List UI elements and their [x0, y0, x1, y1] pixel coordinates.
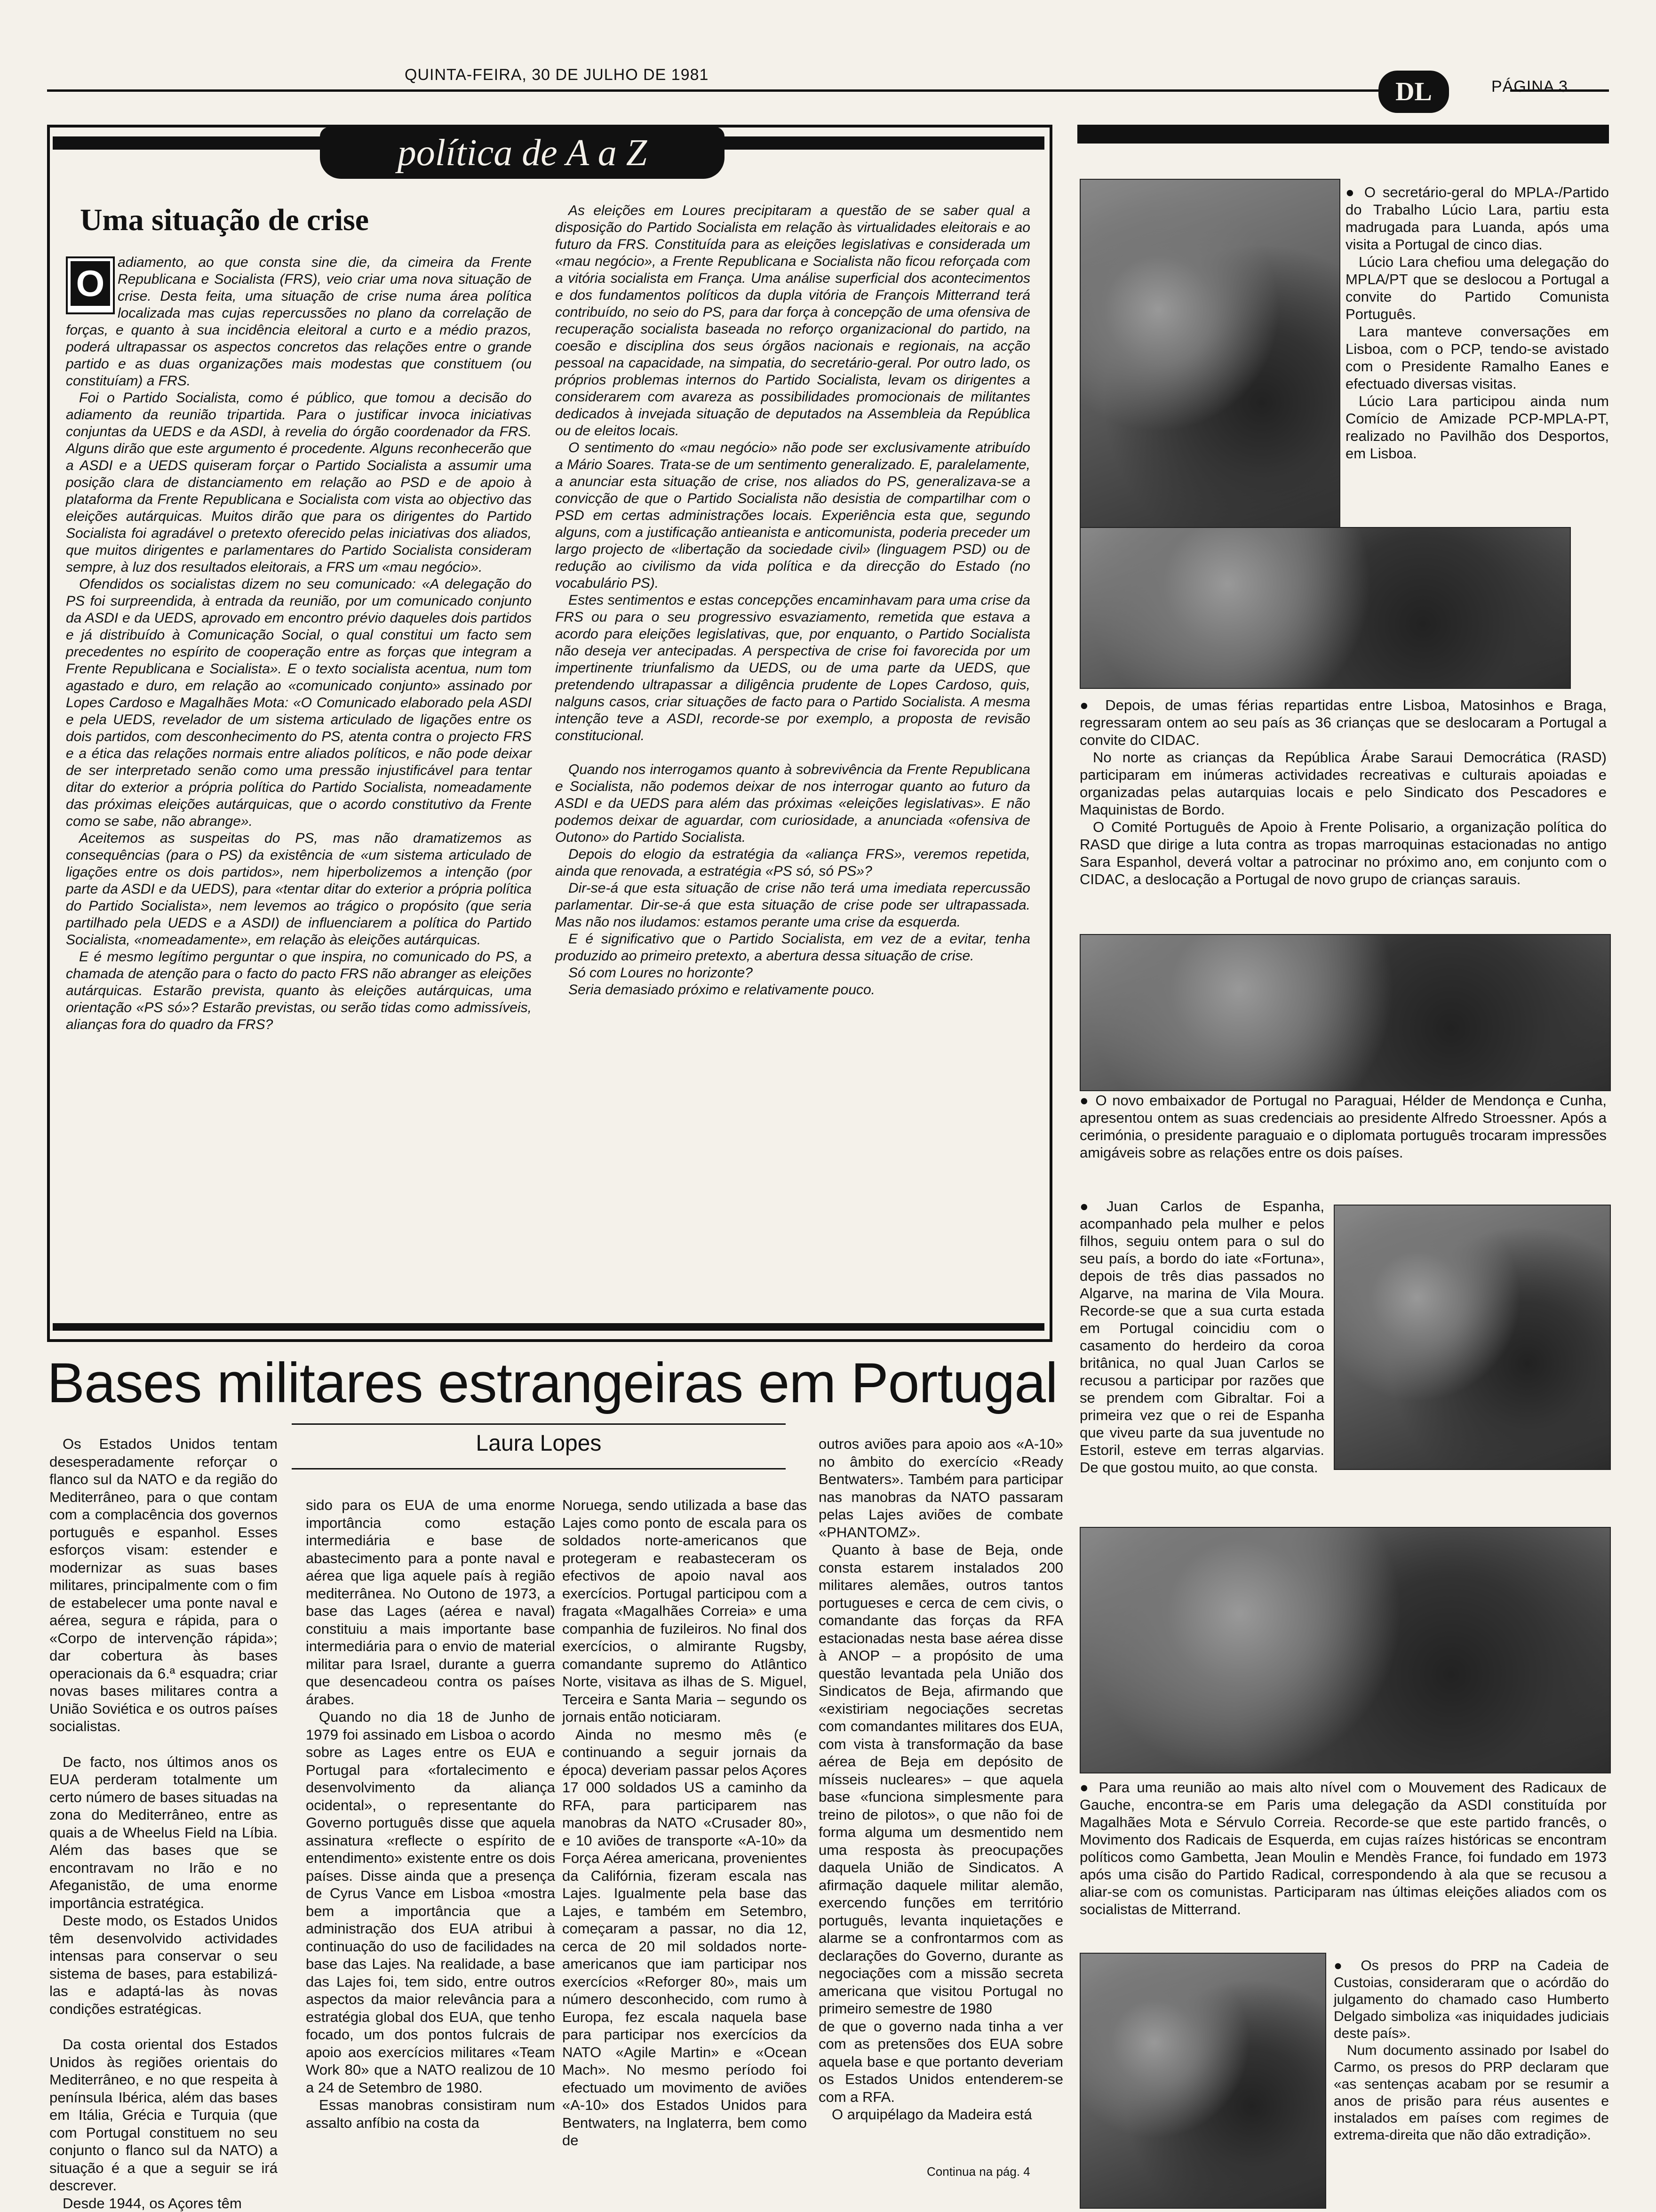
caption-paragraph: Lúcio Lara chefiou uma delegação do MPLA/PT que se deslocou a Portugal a convite do Partido Comunista Português. [1346, 253, 1609, 323]
photo-paraguai [1080, 934, 1611, 1091]
crise-paragraph: Aceitemos as suspeitas do PS, mas não dramatizemos as consequências (para o PS) da existência de «um sistema articulado de ligações entre os dois partidos», nem hiperbolizemos a intenção (por parte da ASDI e da UEDS), para «tentar ditar do exterior a própria política do Partido Socialista», nem levemos ao trágico o propósito (que seria partilhado pela UEDS e a ASDI) de influenciarem a política do Partido Socialista, «nomeadamente», em relação às eleições autárquicas. [66, 830, 532, 949]
caption-paragraph: ● O novo embaixador de Portugal no Paraguai, Hélder de Mendonça e Cunha, apresentou ontem as suas credenciais ao presidente Alfredo Stroessner. Após a cerimónia, o presidente paraguaio e o diplomata português trocaram impressões amigáveis sobre as relações entre os dois países. [1080, 1092, 1607, 1161]
bases-paragraph: outros aviões para apoio aos «A-10» no âmbito do exercício «Ready Bentwaters». Também para participar nas manobras da NATO passaram pelas Lajes aviões de combate «PHANTOMZ». [819, 1435, 1063, 1541]
caption-criancas [1080, 696, 1607, 918]
bases-column-3 [562, 1496, 807, 2183]
caption-paragraph: ●Juan Carlos de Espanha, acompanhado pela mulher e pelos filhos, seguiu ontem para o sul do seu país, a bordo do iate «Fortuna», depois de três dias passados no Algarve, na marina de Vila Moura. Recorde-se que a sua curta estada em Portugal coincidiu com o casamento do herdeiro da coroa britânica, no qual Juan Carlos se recusou a participar por razões que se prendem com Gibraltar. Foi a primeira vez que o rei de Espanha que viveu parte da sua juventude no Estoril, esteve em terras algarvias. De que gostou muito, ao que consta. [1080, 1198, 1324, 1476]
caption-paragraph: Lúcio Lara participou ainda num Comício de Amizade PCP-MPLA-PT, realizado no Pavilhão dos Desportos, em Lisboa. [1346, 392, 1609, 462]
newspaper-logo-icon [1378, 71, 1449, 113]
caption-paragraph: ● Os presos do PRP na Cadeia de Custoias, consideraram que o acórdão do julgamento do chamado caso Humberto Delgado simboliza «as iniquidades judiciais deste país». [1334, 1957, 1609, 2042]
caption-asdi [1080, 1779, 1607, 1957]
bases-paragraph: Quando no dia 18 de Junho de 1979 foi assinado em Lisboa o acordo sobre as Lages entre os EUA e Portugal para «fortalecimento e desenvolvimento da aliança ocidental», o representante do Governo português disse que aquela assinatura «reflecte o espírito de entendimento» existente entre os dois países. Disse ainda que a presença de Cyrus Vance em Lisboa «mostra bem a importância que a administração dos EUA atribui à continuação do uso de facilidades na base das Lajes. Na realidade, a base das Lajes foi, tem sido, entre outros aspectos da maior relevância para a estratégia global dos EUA, que tenho focado, um dos pontos fulcrais de apoio aos exercícios militares «Team Work 80» que a NATO realizou de 10 a 24 de Setembro de 1980. [306, 1708, 555, 2096]
bases-column-4 [819, 1435, 1063, 2155]
logo-text: DL [1395, 77, 1432, 106]
photo-lucio-lara [1080, 179, 1340, 552]
photo-isabel-do-carmo [1080, 1953, 1326, 2209]
bases-paragraph: Quanto à base de Beja, onde consta estarem instalados 200 militares alemães, outros tantos portugueses e cerca de cem civis, o comandante das forças da RFA estacionadas nesta base aérea disse à ANOP – a propósito de uma questão levantada pela União dos Sindicatos de Beja, afirmando que «existiriam negociações secretas com comandantes militares dos EUA, com vista à transformação da base aérea de Beja em depósito de mísseis nucleares» – que aquela base «funciona simplesmente para treino de pilotos», o que não foi de forma alguma um desmentido nem uma resposta às preocupações daquela União de Sindicatos. A afirmação daquele militar alemão, exercendo funções em território português, levanta inquietações e alarme se a confrontarmos com as declarações do Governo, durante as negociações com a missão secreta americana que visitou Portugal no primeiro semestre de 1980 [819, 1541, 1063, 2018]
sidebar-top-rule [1077, 125, 1609, 144]
crise-paragraph: E é significativo que o Partido Socialista, em vez de a evitar, tenha produzido ao primeiro pretexto, a abertura dessa situação de crise. [555, 931, 1030, 965]
box-bottom-rule [53, 1323, 1044, 1331]
crise-paragraph: Só com Loures no horizonte? [555, 965, 1030, 982]
photo-asdi-paris [1080, 1527, 1611, 1773]
caption-paragraph: ● Para uma reunião ao mais alto nível com o Mouvement des Radicaux de Gauche, encontra-se em Paris uma delegação da ASDI constituída por Magalhães Mota e Sérvulo Correia. Recorde-se que este partido francês, o Movimento dos Radicais de Esquerda, em cujas raízes históricas se encontram políticos como Gambetta, Jean Moulin e Mendès France, foi fundado em 1973 após uma cisão do Partido Radical, correspondendo à ala que se recusou a aliar-se com os comunistas. Participaram nas últimas eleições aliados com os socialistas de Mitterrand. [1080, 1779, 1607, 1918]
bases-paragraph: Da costa oriental dos Estados Unidos às regiões orientais do Mediterrâneo, e no que respeita à península Ibérica, além das bases em Itália, Grécia e Turquia (que com Portugal constituem no seu conjunto o flanco sul da NATO) a situação é a que a seguir se irá descrever. [49, 2036, 278, 2195]
bases-paragraph: Noruega, sendo utilizada a base das Lajes como ponto de escala para os soldados norte-americanos que protegeram e reabasteceram os efectivos de apoio naval aos exercícios. Portugal participou com a fragata «Magalhães Correia» e uma companhia de fuzileiros. No final dos exercícios, o almirante Rugsby, comandante supremo do Atlântico Norte, visitava as ilhas de S. Miguel, Terceira e Santa Maria – segundo os jornais então noticiaram. [562, 1496, 807, 1726]
bases-paragraph: Essas manobras consistiram num assalto anfíbio na costa da [306, 2096, 555, 2132]
crise-column-1 [66, 254, 532, 1303]
section-title: política de A a Z [320, 127, 724, 179]
crise-paragraph: Dir-se-á que esta situação de crise não terá uma imediata repercussão parlamentar. Dir-se-á que esta situação de crise pode ser ultrapassada. Mas não nos iludamos: estamos perante uma crise da esquerda. [555, 880, 1030, 931]
caption-paragraph: No norte as crianças da República Árabe Saraui Democrática (RASD) participaram em inúmeras actividades recreativas e culturais apoiadas e organizadas pelas autarquias locais e pelo Sindicato dos Pescadores e Maquinistas de Bordo. [1080, 749, 1607, 818]
bases-paragraph: sido para os EUA de uma enorme importância como estação intermediária e base de abastecimento para a ponte naval e aérea que liga aquele país à região mediterrânea. No Outono de 1973, a base das Lages (aérea e naval) constituiu a mais importante base intermediária para o envio de material militar para Israel, durante a guerra que desencadeou contra os países árabes. [306, 1496, 555, 1708]
caption-paragraph: Lara manteve conversações em Lisboa, com o PCP, tendo-se avistado com o Presidente Ramalho Eanes e efectuado diversas visitas. [1346, 323, 1609, 392]
caption-paragraph: Num documento assinado por Isabel do Carmo, os presos do PRP declaram que «as sentenças acabam por se resumir a anos de prisão para réus ausentes e instalados em países com regimes de extrema-direita que não dão extradição». [1334, 2042, 1609, 2144]
crise-paragraph: Quando nos interrogamos quanto à sobrevivência da Frente Republicana e Socialista, não podemos deixar de nos interrogar quanto ao futuro da ASDI e da UEDS para além das próximas «eleições legislativas». E não podemos deixar de aguardar, com curiosidade, a anunciada «ofensiva de Outono» do Partido Socialista. [555, 761, 1030, 846]
crise-paragraph: O sentimento do «mau negócio» não pode ser exclusivamente atribuído a Mário Soares. Trata-se de um sentimento generalizado. E, paralelamente, a anunciar esta situação de crise, nos aliados do PS, generalizava-se a convicção de que o Partido Socialista não desistia de compartilhar com o PSD em certas administrações locais. Experiência esta que, segundo alguns, com a justificação antieanista e anticomunista, poderia preceder um largo projecto de «libertação da sociedade civil» (linguagem PSD) ou de redução ao civilismo da vida política e da direcção do Estado (no vocabulário PS). [555, 439, 1030, 592]
caption-paragraph: O Comité Português de Apoio à Frente Polisario, a organização política do RASD que dirige a luta contra as tropas marroquinas estacionadas no antigo Sara Espanhol, deverá voltar a patrocinar no próximo ano, em conjunto com o CIDAC, a deslocação a Portugal de novo grupo de crianças sarauis. [1080, 818, 1607, 888]
bases-paragraph: Os Estados Unidos tentam desesperadamente reforçar o flanco sul da NATO e da região do Mediterrâneo, para o que contam com a complacência dos governos português e espanhol. Esses esforços visam: estender e modernizar as suas bases militares, principalmente com o fim de estabelecer uma ponte naval e aérea, segura e rápida, para o «Corpo de intervenção rápida»; dar cobertura às bases operacionais da 6.ª esquadra; criar novas bases militares contra a União Soviética e os outros países socialistas. [49, 1435, 278, 1735]
continua-note: Continua na pág. 4 [927, 2164, 1030, 2179]
crise-paragraph: As eleições em Loures precipitaram a questão de se saber qual a disposição do Partido Socialista em relação às virtualidades eleitorais e ao futuro da FRS. Constituída para as eleições legislativas e considerada um «mau negócio», a Frente Republicana e Socialista não ficou reforçada com a vitória socialista em França. Uma análise superficial dos acontecimentos e dos fundamentos políticos da dupla vitória de François Mitterrand terá contribuído, no seio do PS, para dar força à concepção de uma ofensiva de recuperação socialista baseada no reforço organizacional do partido, na coesão e disciplina dos seus órgãos nacionais e regionais, na acção pessoal na capacidade, na simpatia, do secretário-geral. Por outro lado, os próprios problemas internos do Partido Socialista, levam os dirigentes a considerarem com avareza as possibilidades promocionais de militantes dedicados à invejada situação de deputados na Assembleia da República ou de eleitos locais. [555, 202, 1030, 439]
bases-paragraph: Deste modo, os Estados Unidos têm desenvolvido actividades intensas para conservar o seu sistema de bases, para estabilizá-las e adaptá-las às novas condições estratégicas. [49, 1912, 278, 2018]
byline: Laura Lopes [292, 1430, 786, 1456]
crise-column-2 [555, 202, 1030, 1303]
byline-rule-top [292, 1423, 786, 1425]
caption-prp [1334, 1957, 1609, 2212]
bases-paragraph: De facto, nos últimos anos os EUA perderam totalmente um certo número de bases situadas na zona do Mediterrâneo, entre as quais a de Wheelus Field na Líbia. Além das bases que se encontravam no Irão e no Afeganistão, de uma enorme importância estratégica. [49, 1753, 278, 1912]
crise-paragraph: Estes sentimentos e estas concepções encaminhavam para uma crise da FRS ou para o seu progressivo esvaziamento, remetida que estava a acordo para eleições legislativas, que, por enquanto, o Partido Socialista não deseja ver antecipadas. A perspectiva de crise foi favorecida por um impertinente triunfalismo da UEDS, ou de uma parte da UEDS, que pretendendo ultrapassar a diligência prudente de Lopes Cardoso, quis, nalguns casos, criar situações de facto para o Partido Socialista. A mesma intenção teve a ASDI, recorde-se por exemplo, a proposta de revisão constitucional. [555, 592, 1030, 744]
caption-paraguai [1080, 1092, 1607, 1200]
bases-paragraph: O arquipélago da Madeira está [819, 2106, 1063, 2124]
header-rule [47, 89, 1430, 92]
photo-juan-carlos [1334, 1205, 1611, 1470]
caption-paragraph: ● O secretário-geral do MPLA-/Partido do Trabalho Lúcio Lara, partiu esta madrugada para Luanda, após uma visita a Portugal de cinco dias. [1346, 184, 1609, 253]
photo-criancas-sarauis [1080, 527, 1571, 689]
bases-column-2 [306, 1496, 555, 2183]
bases-headline: Bases militares estrangeiras em Portugal [47, 1350, 1059, 1415]
bases-paragraph: de que o governo nada tinha a ver com as pretensões dos EUA sobre aquela base e que portanto deveriam os Estados Unidos entenderem-se com a RFA. [819, 2018, 1063, 2106]
section-banner [320, 127, 724, 179]
bases-paragraph: Desde 1944, os Açores têm [49, 2195, 278, 2212]
crise-paragraph: Foi o Partido Socialista, como é público, que tomou a decisão do adiamento da reunião tripartida. Para o justificar invoca iniciativas conjuntas da UEDS e da ASDI, à revelia do órgão coordenador da FRS. Alguns dirão que este argumento é procedente. Alguns reconhecerão que a ASDI e a UEDS quiseram forçar o Partido Socialista a assumir uma posição clara de distanciamento em relação ao PSD e de apoio à plataforma da Frente Republicana e Socialista com vista ao objectivo das eleições autárquicas. Muitos dirão que para os dirigentes do Partido Socialista foi agradável o pretexto oferecido pelas iniciativas dos aliados, que muitos dirigentes e parlamentares do Partido Socialista consideram sempre, à luz dos resultados eleitorais, a FRS um «mau negócio». [66, 390, 532, 576]
byline-rule-bottom [292, 1468, 786, 1469]
crise-paragraph: Ofendidos os socialistas dizem no seu comunicado: «A delegação do PS foi surpreendida, à entrada da reunião, por um comunicado conjunto da ASDI e da UEDS, aprovado em encontro prévio daqueles dois partidos e já distribuído à Comunicação Social, o qual constitui um facto sem precedentes no espírito de cooperação entre as forças que integram a Frente Republicana e Socialista». E o texto socialista acentua, num tom agastado e duro, em relação ao «comunicado conjunto» assinado por Lopes Cardoso e Magalhães Mota: «O Comunicado elaborado pela ASDI e pela UEDS, revelador de um sistema articulado de ligações entre os dois partidos, com desconhecimento do PS, atenta contra o projecto FRS e a ética das relações normais entre aliados políticos, e não pode deixar de ser interpretado senão como uma pressão injustificável para tentar ditar do exterior a própria política do Partido Socialista, nomeadamente das próximas eleições autárquicas, que o acordo constitutivo da Frente como se sabe, não abrange». [66, 576, 532, 830]
crise-paragraph: Depois do elogio da estratégia da «aliança FRS», veremos repetida, ainda que renovada, a estratégia «PS só, só PS»? [555, 846, 1030, 880]
article-title: Uma situação de crise [80, 202, 369, 238]
crise-paragraph: Seria demasiado próximo e relativamente pouco. [555, 982, 1030, 998]
caption-lucio-lara [1346, 184, 1609, 555]
bases-paragraph: Ainda no mesmo mês (e continuando a seguir jornais da época) deveriam passar pelos Açores 17 000 soldados US a caminho da RFA, para participarem nas manobras da NATO «Crusader 80», e 10 aviões de transporte «A-10» da Força Aérea americana, provenientes da Califórnia, fizeram escala nas Lajes. Igualmente pela base das Lajes, e também em Setembro, começaram a passar, no dia 12, cerca de 20 mil soldados norte-americanos que iam participar nos exercícios «Reforger 80», mais um número desconhecido, com rumo à Europa, fez escala naquela base para participar nos exercícios da NATO «Agile Martin» e «Ocean Mach». No mesmo período foi efectuado um movimento de aviões «A-10» dos Estados Unidos para Bentwaters, na Inglaterra, bem como de [562, 1726, 807, 2149]
caption-paragraph: ● Depois, de umas férias repartidas entre Lisboa, Matosinhos e Braga, regressaram ontem ao seu país as 36 crianças que se deslocaram a Portugal a convite do CIDAC. [1080, 696, 1607, 749]
crise-paragraph: E é mesmo legítimo perguntar o que inspira, no comunicado do PS, a chamada de atenção para o facto do pacto FRS não abranger as eleições autárquicas. Estarão prevista, quanto às eleições autárquicas, uma orientação «PS só»? Estarão previstas, ou serão tidas como admissíveis, alianças fora do quadro da FRS? [66, 949, 532, 1033]
header-date: QUINTA-FEIRA, 30 DE JULHO DE 1981 [405, 66, 709, 84]
page-number: PÁGINA 3 [1491, 78, 1568, 96]
crise-paragraph: adiamento, ao que consta sine die, da cimeira da Frente Republicana e Socialista (FRS), veio criar uma nova situação de crise. Desta feita, uma situação de crise numa área política localizada mas cujas repercussões no plano da correlação de forças, e quanto à sua incidência eleitoral a curto e a médio prazos, poderá ultrapassar os aspectos concretos das relações entre o grande partido e as duas organizações mais modestas que constituem (ou constituíam) a FRS. [66, 254, 532, 390]
bases-column-1 [49, 1435, 278, 2183]
dropcap-letter: O [71, 261, 110, 306]
